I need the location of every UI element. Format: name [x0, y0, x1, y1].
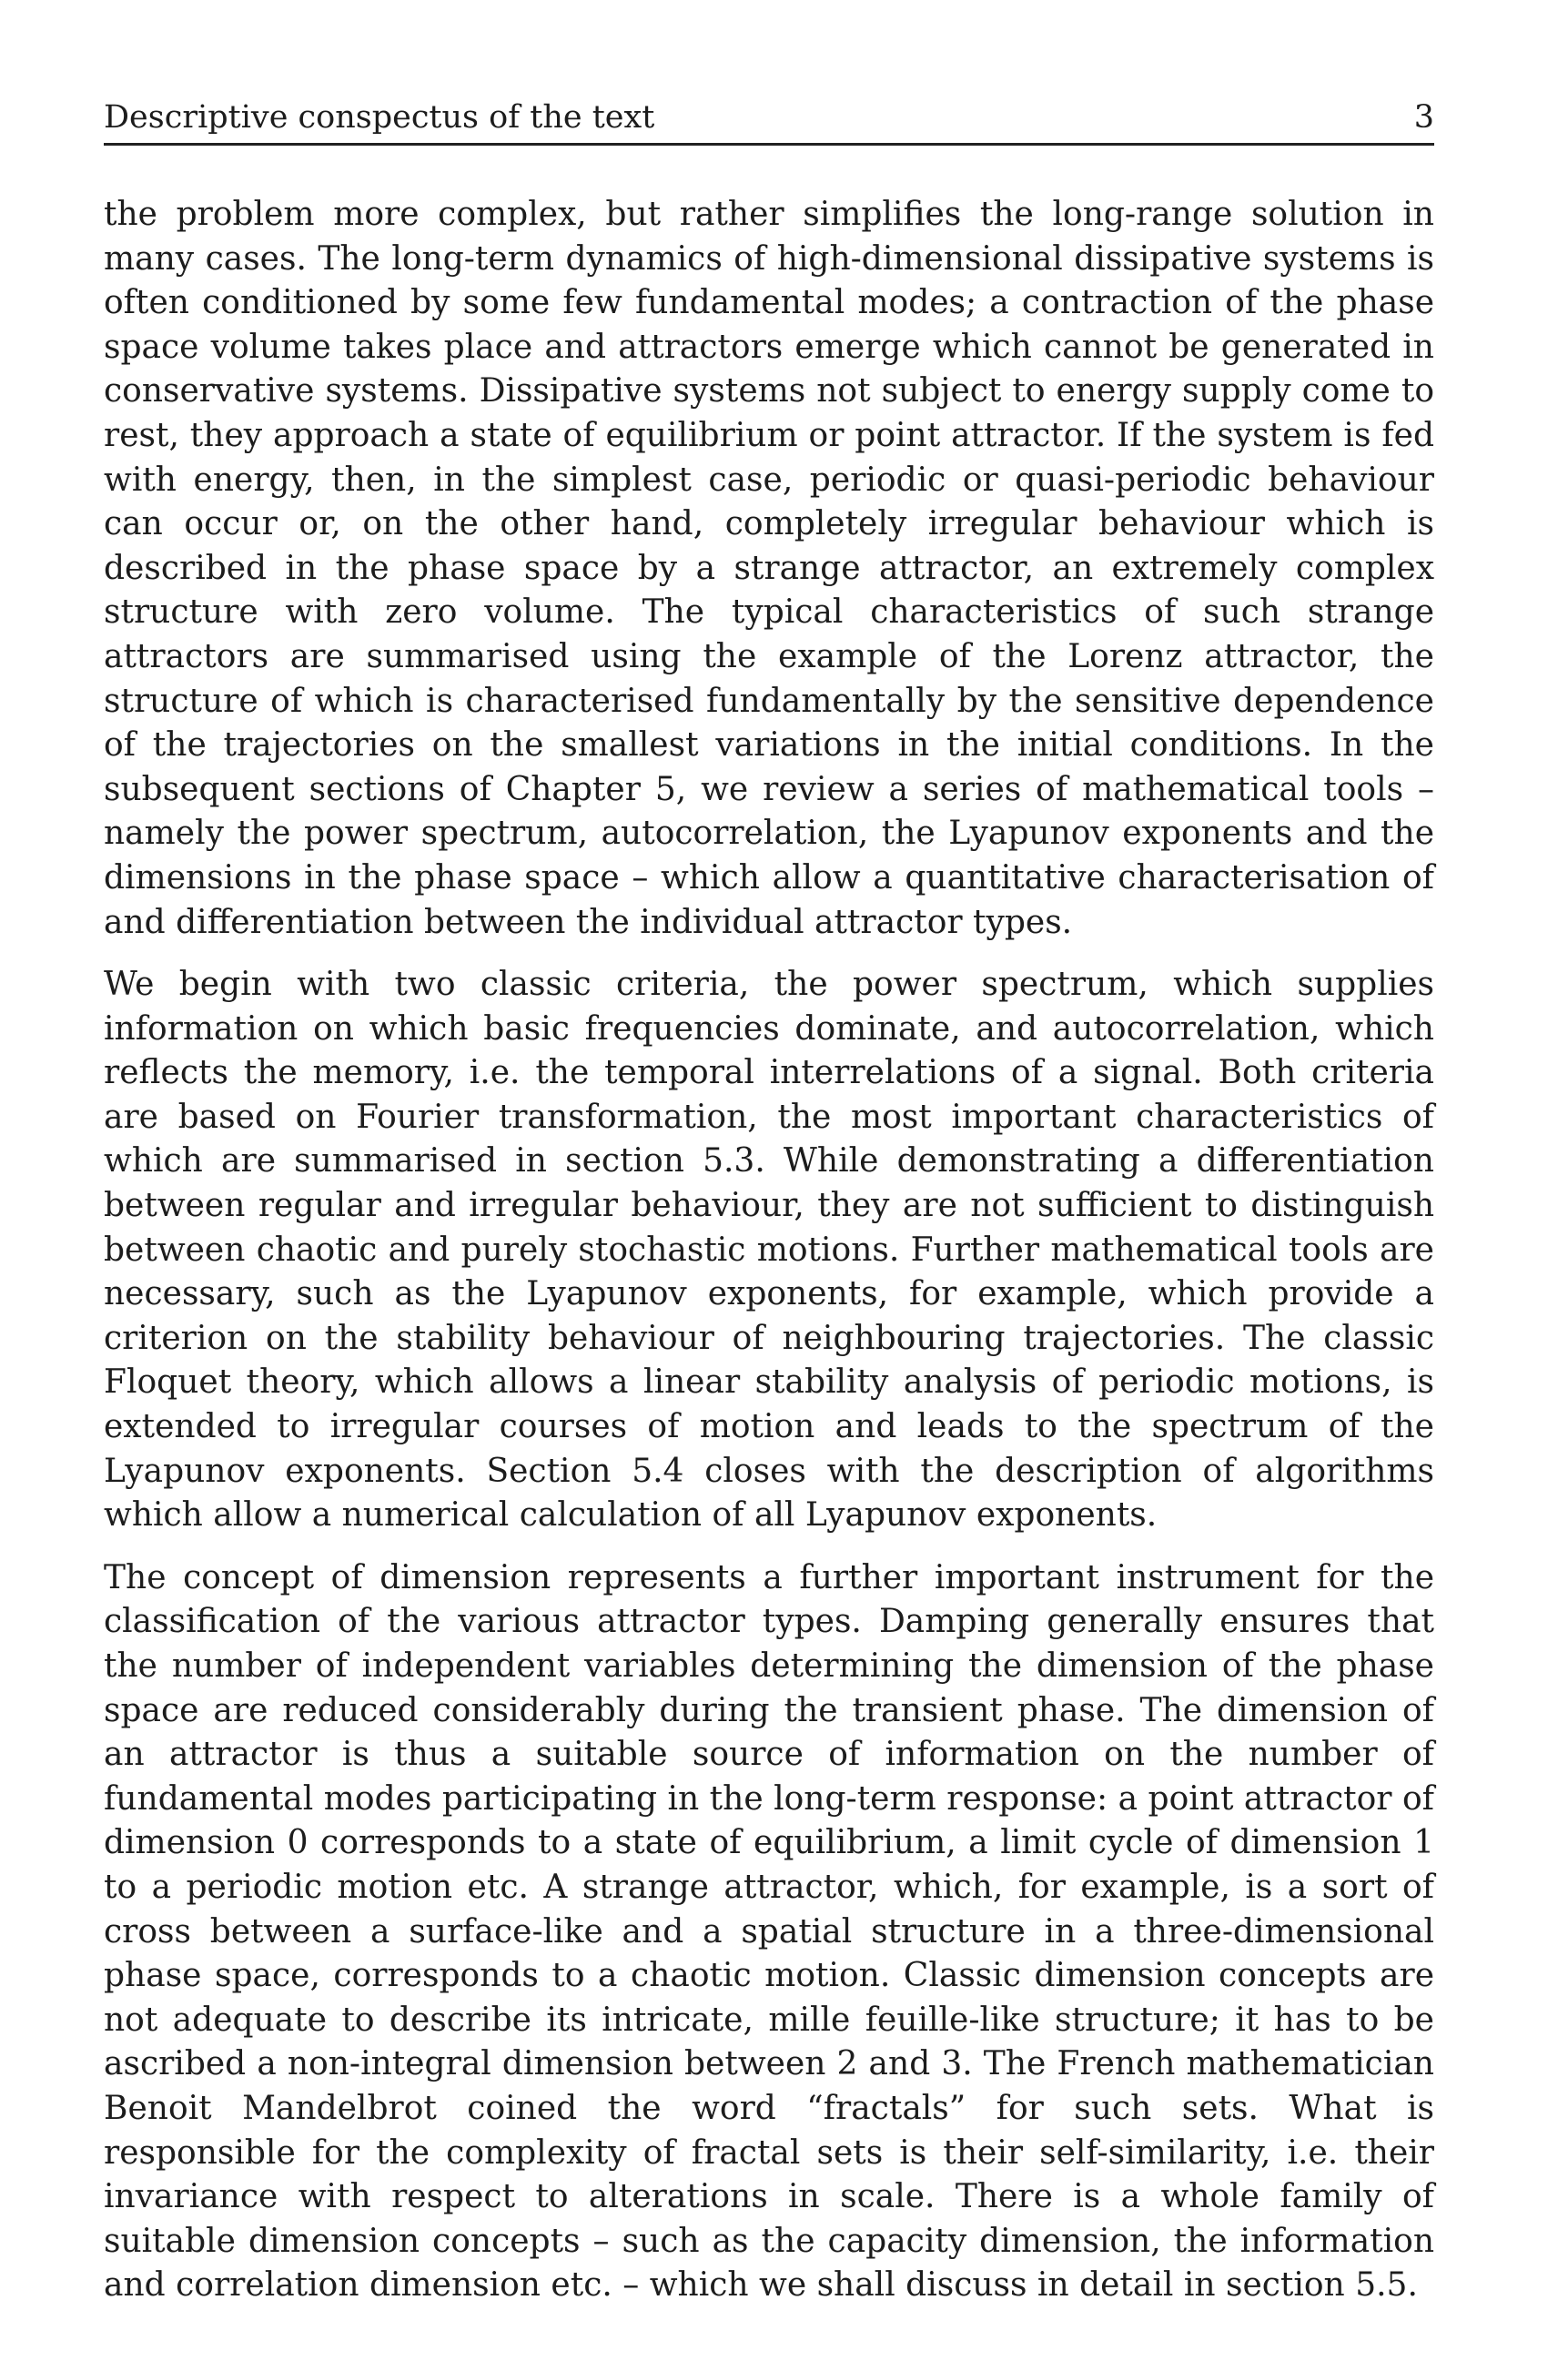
running-title: Descriptive conspectus of the text: [104, 99, 655, 136]
paragraph-1: the problem more complex, but rather simplifies the long-range solution in many cases. The long-term dynamics of high-dimensional dissipative systems is often conditioned by some few fundamental modes; a contraction of the phase space volume takes place and attractors emerge which cannot be generated in conservative systems. Dissipative systems not subject to energy supply come to rest, they approach a state of equilibrium or point attractor. If the system is fed with energy, then, in the simplest case, periodic or quasi-periodic behaviour can occur or, on the other hand, completely irregular behaviour which is described in the phase space by a strange attractor, an extremely complex structure with zero volume. The typical characteristics of such strange attractors are summarised using the example of the Lorenz attractor, the structure of which is characterised fundamentally by the sensitive dependence of the trajectories on the smallest variations in the initial conditions. In the subsequent sections of Chapter 5, we review a series of mathematical tools – namely the power spectrum, autocorrelation, the Lyapunov exponents and the dimensions in the phase space – which allow a quantitative characterisation of and differentiation between the individual attractor types.: [104, 196, 1434, 941]
page-number: 3: [1413, 99, 1434, 136]
paragraph-2: We begin with two classic criteria, the power spectrum, which supplies information on which basic frequencies dominate, and autocorrelation, which reflects the memory, i.e. the temporal interrelations of a signal. Both criteria are based on Fourier transformation, the most important characteristics of which are summarised in section 5.3. While demonstrating a differentiation between regular and irregular behaviour, they are not sufficient to distinguish between chaotic and purely stochastic motions. Further mathematical tools are necessary, such as the Lyapunov exponents, for example, which provide a criterion on the stability behaviour of neighbouring trajectories. The classic Floquet theory, which allows a linear stability analysis of periodic motions, is extended to irregular courses of motion and leads to the spectrum of the Lyapunov exponents. Section 5.4 closes with the description of algorithms which allow a numerical calculation of all Lyapunov exponents.: [104, 966, 1434, 1535]
paragraph-3: The concept of dimension represents a further important instrument for the classification of the various attractor types. Damping generally ensures that the number of independent variables determining the dimension of the phase space are reduced considerably during the transient phase. The dimension of an attractor is thus a suitable source of information on the number of fundamental modes participating in the long-term response: a point attractor of dimension 0 corresponds to a state of equilibrium, a limit cycle of dimension 1 to a periodic motion etc. A strange attractor, which, for example, is a sort of cross between a surface-like and a spatial structure in a three-dimensional phase space, corresponds to a chaotic motion. Classic dimension concepts are not adequate to describe its intricate, mille feuille-like structure; it has to be ascribed a non-integral dimension between 2 and 3. The French mathematician Benoit Mandelbrot coined the word “fractals” for such sets. What is responsible for the complexity of fractal sets is their self-similarity, i.e. their invariance with respect to alterations in scale. There is a whole family of suitable dimension concepts – such as the capacity dimension, the information and correlation dimension etc. – which we shall discuss in detail in section 5.5.: [104, 1558, 1434, 2305]
body-text: [104, 193, 1434, 2326]
running-head: [104, 99, 1434, 146]
